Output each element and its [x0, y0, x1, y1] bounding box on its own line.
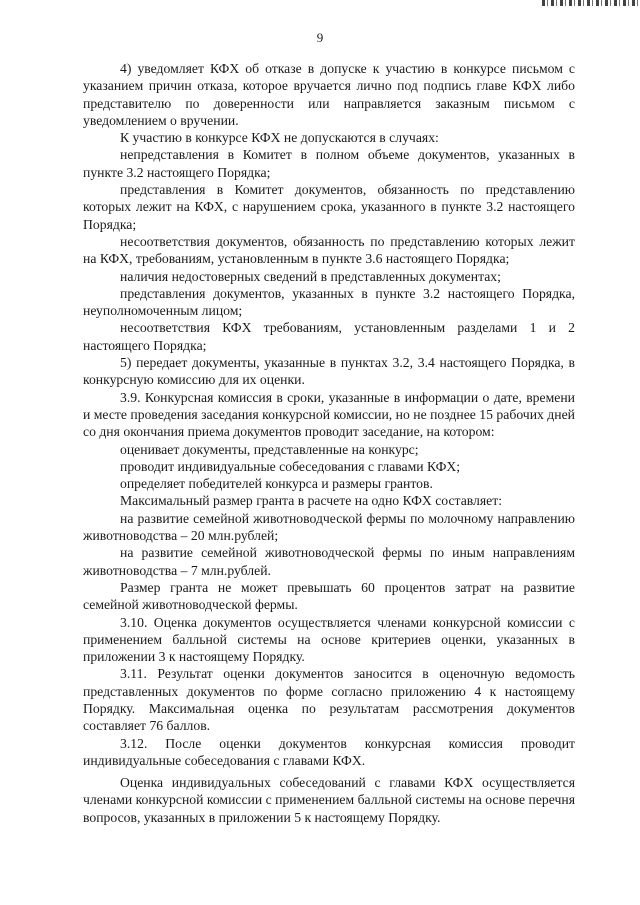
paragraph-exclusion-5: представления документов, указанных в пункте 3.2 настоящего Порядка, неуполномоченным лицом;: [83, 285, 575, 319]
paragraph-exclusion-3: несоответствия документов, обязанность по представлению которых лежит на КФХ, требованиям, установленным в пункте 3.6 настоящего Порядка;: [83, 233, 575, 267]
paragraph-exclusion-6: несоответствия КФХ требованиям, установленным разделами 1 и 2 настоящего Порядка;: [83, 320, 575, 353]
paragraph-item-5: 5) передает документы, указанные в пунктах 3.2, 3.4 настоящего Порядка, в конкурсную комиссию для их оценки.: [83, 355, 575, 388]
paragraph-item-4: 4) уведомляет КФХ об отказе в допуске к участию в конкурсе письмом с указанием причин отказа, которое вручается лично под подпись главе КФХ либо представителю по доверенности или направляется заказным письмом с уведомлением о вручении.: [83, 61, 575, 128]
paragraph-max-grant-intro: Максимальный размер гранта в расчете на одно КФХ составляет:: [120, 493, 503, 509]
paragraph-exclusion-2: представления в Комитет документов, обязанность по представлению которых лежит на КФХ, с нарушением срока, указанного в пункте 3.2 настоящего Порядка;: [83, 182, 575, 232]
scan-edge-mark: [542, 0, 640, 6]
paragraph-exclusion-intro: К участию в конкурсе КФХ не допускаются в случаях:: [120, 130, 439, 146]
page-number: 9: [316, 30, 324, 45]
paragraph-exclusion-1: непредставления в Комитет в полном объеме документов, указанных в пункте 3.2 настоящего Порядка;: [83, 147, 575, 180]
document-body: [83, 60, 575, 826]
paragraph-meeting-task-2: проводит индивидуальные собеседования с главами КФХ;: [120, 458, 461, 474]
paragraph-section-3-12: 3.12. После оценки документов конкурсная комиссия проводит индивидуальные собеседования с главами КФХ.: [83, 735, 575, 768]
paragraph-meeting-task-3: определяет победителей конкурса и размеры грантов.: [120, 476, 433, 492]
paragraph-section-3-10: 3.10. Оценка документов осуществляется членами конкурсной комиссии с применением балльной системы на основе критериев оценки, указанных в приложении 3 к настоящему Порядку.: [83, 614, 575, 665]
paragraph-section-3-11: 3.11. Результат оценки документов заносится в оценочную ведомость представленных документов по форме согласно приложению 4 к настоящему Порядку. Максимальная оценка по результатам рассмотрения документов составляет 76 баллов.: [83, 666, 575, 734]
paragraph-max-grant-dairy: на развитие семейной животноводческой фермы по молочному направлению животноводства – 20 млн.рублей;: [83, 510, 575, 544]
paragraph-exclusion-4: наличия недостоверных сведений в представленных документах;: [120, 268, 501, 284]
paragraph-section-3-9: 3.9. Конкурсная комиссия в сроки, указанные в информации о дате, времени и месте проведения заседания конкурсной комиссии, но не позднее 15 рабочих дней со дня окончания приема документов проводит заседание, на котором:: [83, 389, 575, 440]
paragraph-grant-limit: Размер гранта не может превышать 60 процентов затрат на развитие семейной животноводческой фермы.: [83, 579, 575, 613]
paragraph-interview-evaluation: Оценка индивидуальных собеседований с главами КФХ осуществляется членами конкурсной комиссии с применением балльной системы на основе перечня вопросов, указанных в приложении 5 к настоящему Порядку.: [83, 775, 575, 825]
paragraph-meeting-task-1: оценивает документы, представленные на конкурс;: [120, 441, 419, 457]
paragraph-max-grant-other: на развитие семейной животноводческой фермы по иным направлениям животноводства – 7 млн.рублей.: [83, 545, 575, 578]
